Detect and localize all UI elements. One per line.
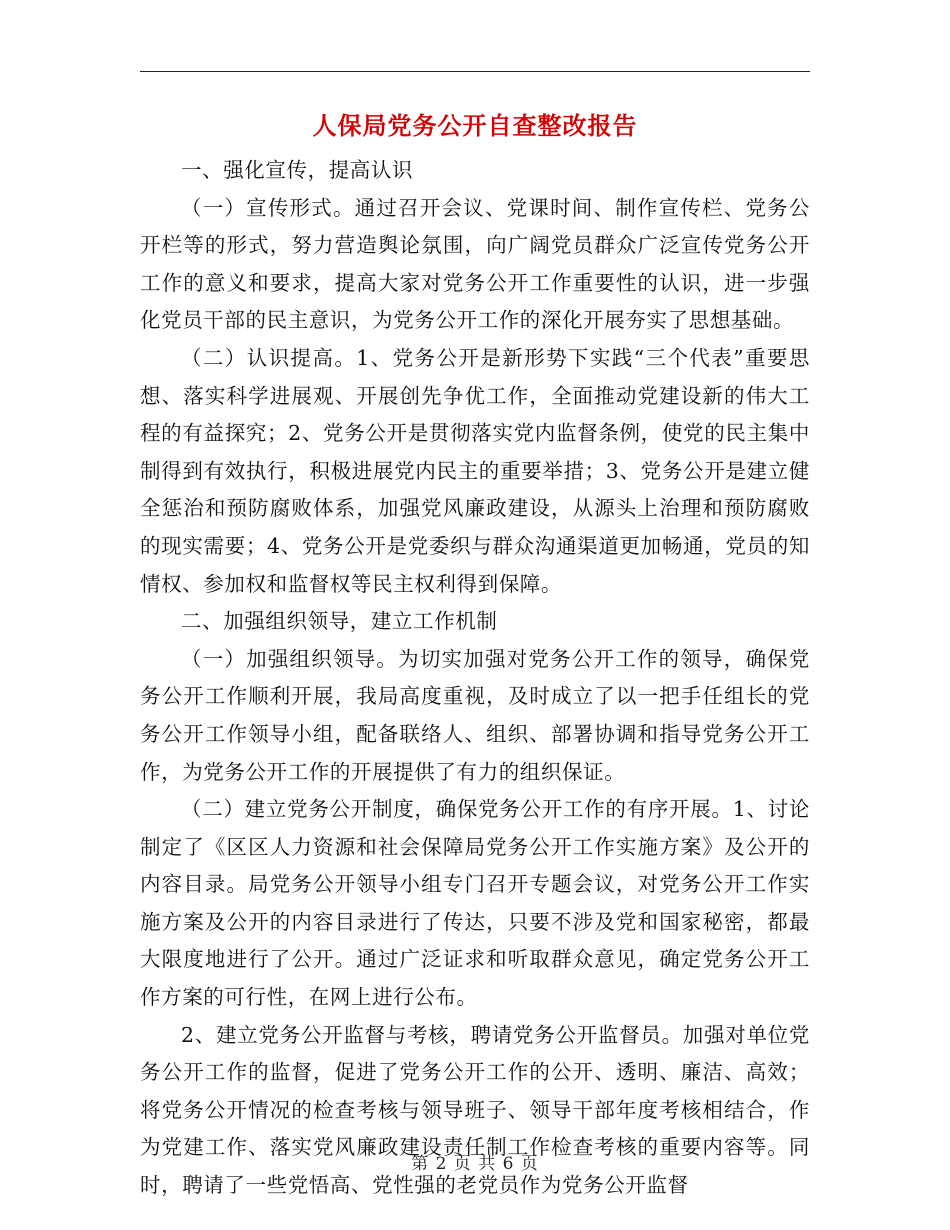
document-body [140, 152, 810, 1205]
section-heading-1: 一、强化宣传，提高认识 [181, 158, 414, 182]
document-title: 人保局党务公开自查整改报告 [312, 111, 638, 140]
paragraph-system: （二）建立党务公开制度，确保党务公开工作的有序开展。1、讨论制定了《区区人力资源和社会保障局党务公开工作实施方案》及公开的内容目录。局党务公开领导小组专门召开专题会议，对党务公开工作实施方案及公开的内容目录进行了传达，只要不涉及党和国家秘密，都最大限度地进行了公开。通过广泛证求和听取群众意见，确定党务公开工作方案的可行性，在网上进行公布。 [140, 797, 810, 1010]
page-number: 第 2 页 共 6 页 [411, 1154, 539, 1174]
header-rule [140, 71, 810, 72]
section-heading-2: 二、加强组织领导，建立工作机制 [181, 609, 498, 634]
paragraph-awareness: （二）认识提高。1、党务公开是新形势下实践“三个代表”重要思想、落实科学进展观、开展创先争优工作，全面推动党建设新的伟大工程的有益探究；2、党务公开是贯彻落实党内监督条例，使党的民主集中制得到有效执行，积极进展党内民主的重要举措；3、党务公开是建立健全惩治和预防腐败体系，加强党风廉政建设，从源头上治理和预防腐败的现实需要；4、党务公开是党委织与群众沟通渠道更加畅通，党员的知情权、参加权和监督权等民主权利得到保障。 [140, 345, 810, 596]
paragraph-leadership: （一）加强组织领导。为切实加强对党务公开工作的领导，确保党务公开工作顺利开展，我局高度重视，及时成立了以一把手任组长的党务公开工作领导小组，配备联络人、组织、部署协调和指导党务公开工作，为党务公开工作的开展提供了有力的组织保证。 [140, 646, 810, 784]
paragraph-publicity-form: （一）宣传形式。通过召开会议、党课时间、制作宣传栏、党务公开栏等的形式，努力营造舆论氛围，向广阔党员群众广泛宣传党务公开工作的意义和要求，提高大家对党务公开工作重要性的认识，进一步强化党员干部的民主意识，为党务公开工作的深化开展夯实了思想基础。 [140, 195, 810, 333]
paragraph-supervision: 2、建立党务公开监督与考核，聘请党务公开监督员。加强对单位党务公开工作的监督，促进了党务公开工作的公开、透明、廉洁、高效；将党务公开情况的检查考核与领导班子、领导干部年度考核相结合，作为党建工作、落实党风廉政建设责任制工作检查考核的重要内容等。同时，聘请了一些党悟高、党性强的老党员作为党务公开监督 [140, 1022, 810, 1198]
